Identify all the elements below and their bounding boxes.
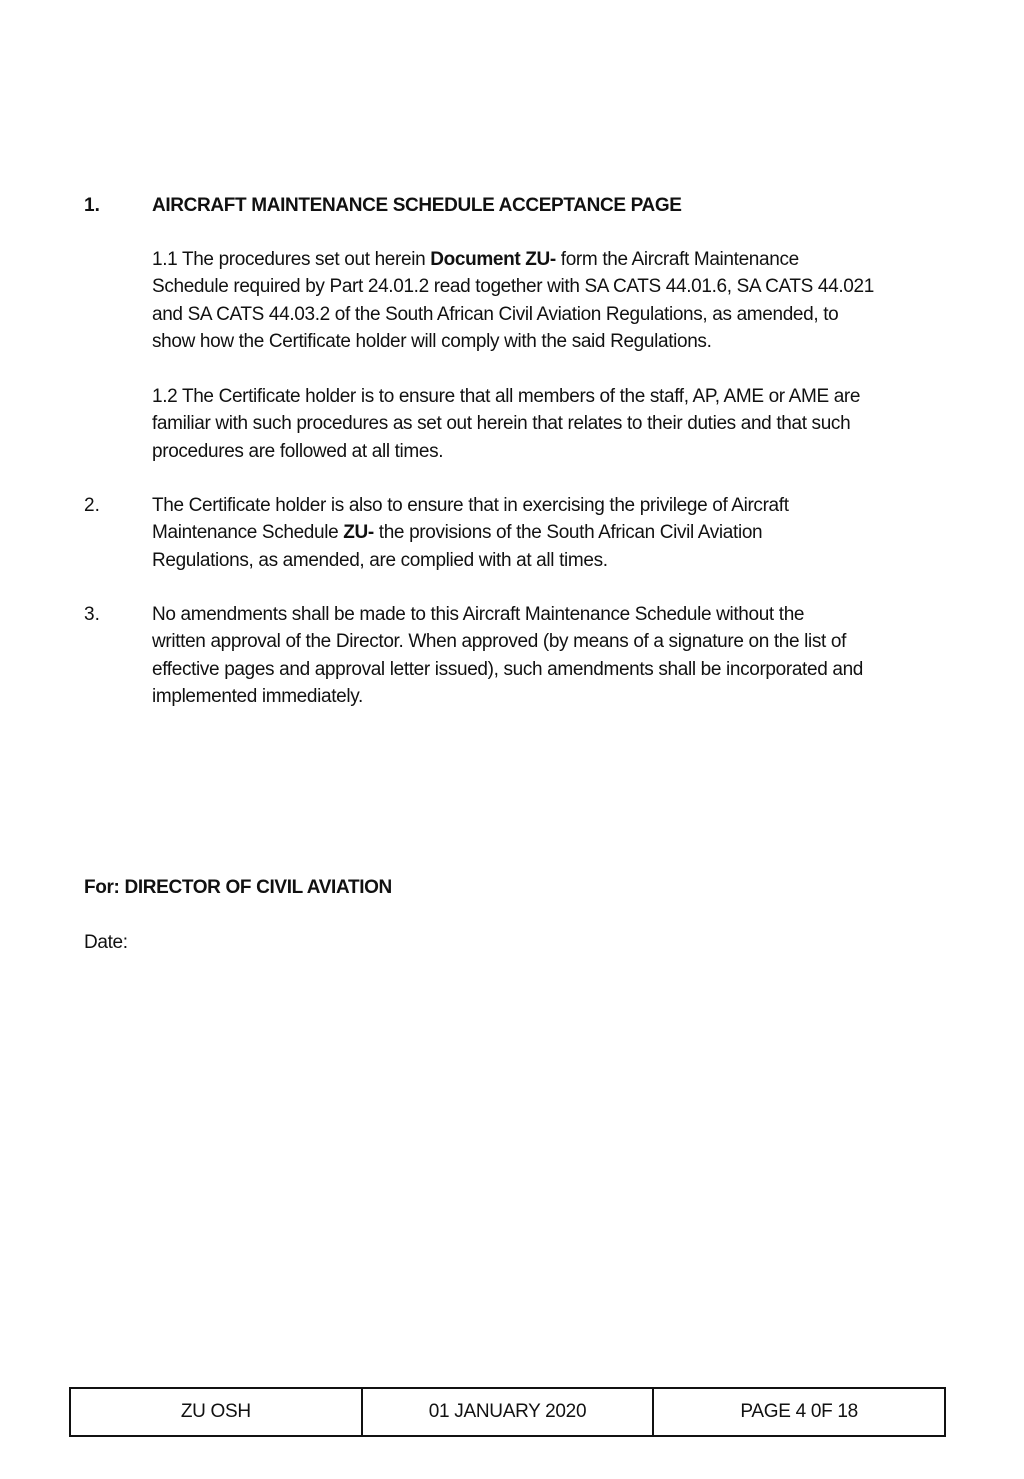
section-2-line-2	[152, 519, 972, 546]
zu-bold: ZU-	[343, 522, 374, 544]
text: form the Aircraft Maintenance	[555, 249, 799, 270]
paragraph-1-2-line-1: 1.2 The Certificate holder is to ensure that all members of the staff, AP, AME or AME are	[152, 386, 861, 407]
section-3-line-4: implemented immediately.	[152, 685, 363, 707]
for-director-label: For: DIRECTOR OF CIVIL AVIATION	[84, 877, 392, 898]
paragraph-1-1	[152, 246, 972, 355]
paragraph-1-2-line-2: familiar with such procedures as set out herein that relates to their duties and that such	[152, 413, 851, 435]
footer-doc-ref: ZU OSH	[180, 1401, 251, 1422]
section-1-heading: AIRCRAFT MAINTENANCE SCHEDULE ACCEPTANCE PAGE	[152, 195, 682, 216]
text: Maintenance Schedule	[152, 522, 344, 544]
paragraph-1-2-line-3: procedures are followed at all times.	[152, 440, 444, 462]
section-2-line-3: Regulations, as amended, are complied with at all times.	[152, 549, 608, 571]
footer-table	[69, 1387, 946, 1437]
text: 1.1 The procedures set out herein	[152, 249, 431, 270]
paragraph-1-2	[152, 383, 972, 465]
section-3-line-1: No amendments shall be made to this Aircraft Maintenance Schedule without the	[152, 604, 805, 625]
section-3-number: 3.	[84, 604, 100, 625]
paragraph-1-1-line-1	[152, 246, 972, 273]
section-3-line-3: effective pages and approval letter issued), such amendments shall be incorporated and	[152, 658, 864, 680]
section-1-number: 1.	[84, 195, 100, 216]
paragraph-1-1-line-2: Schedule required by Part 24.01.2 read together with SA CATS 44.01.6, SA CATS 44.021	[152, 276, 874, 298]
section-2-paragraph	[152, 492, 972, 574]
date-label: Date:	[84, 932, 128, 953]
footer-page-number: PAGE 4 0F 18	[652, 1389, 944, 1435]
section-3-paragraph	[152, 601, 972, 710]
text: the provisions of the South African Civil Aviation	[373, 522, 763, 544]
footer-date: 01 JANUARY 2020	[361, 1389, 653, 1435]
paragraph-1-1-line-3: and SA CATS 44.03.2 of the South African Civil Aviation Regulations, as amended, to	[152, 303, 839, 325]
section-2-number: 2.	[84, 495, 100, 516]
document-ref-bold: Document ZU-	[430, 249, 556, 270]
section-3-line-2: written approval of the Director. When approved (by means of a signature on the list of	[152, 631, 847, 653]
paragraph-1-1-line-4: show how the Certificate holder will comply with the said Regulations.	[152, 330, 712, 352]
section-2-line-1: The Certificate holder is also to ensure that in exercising the privilege of Aircraft	[152, 495, 789, 516]
